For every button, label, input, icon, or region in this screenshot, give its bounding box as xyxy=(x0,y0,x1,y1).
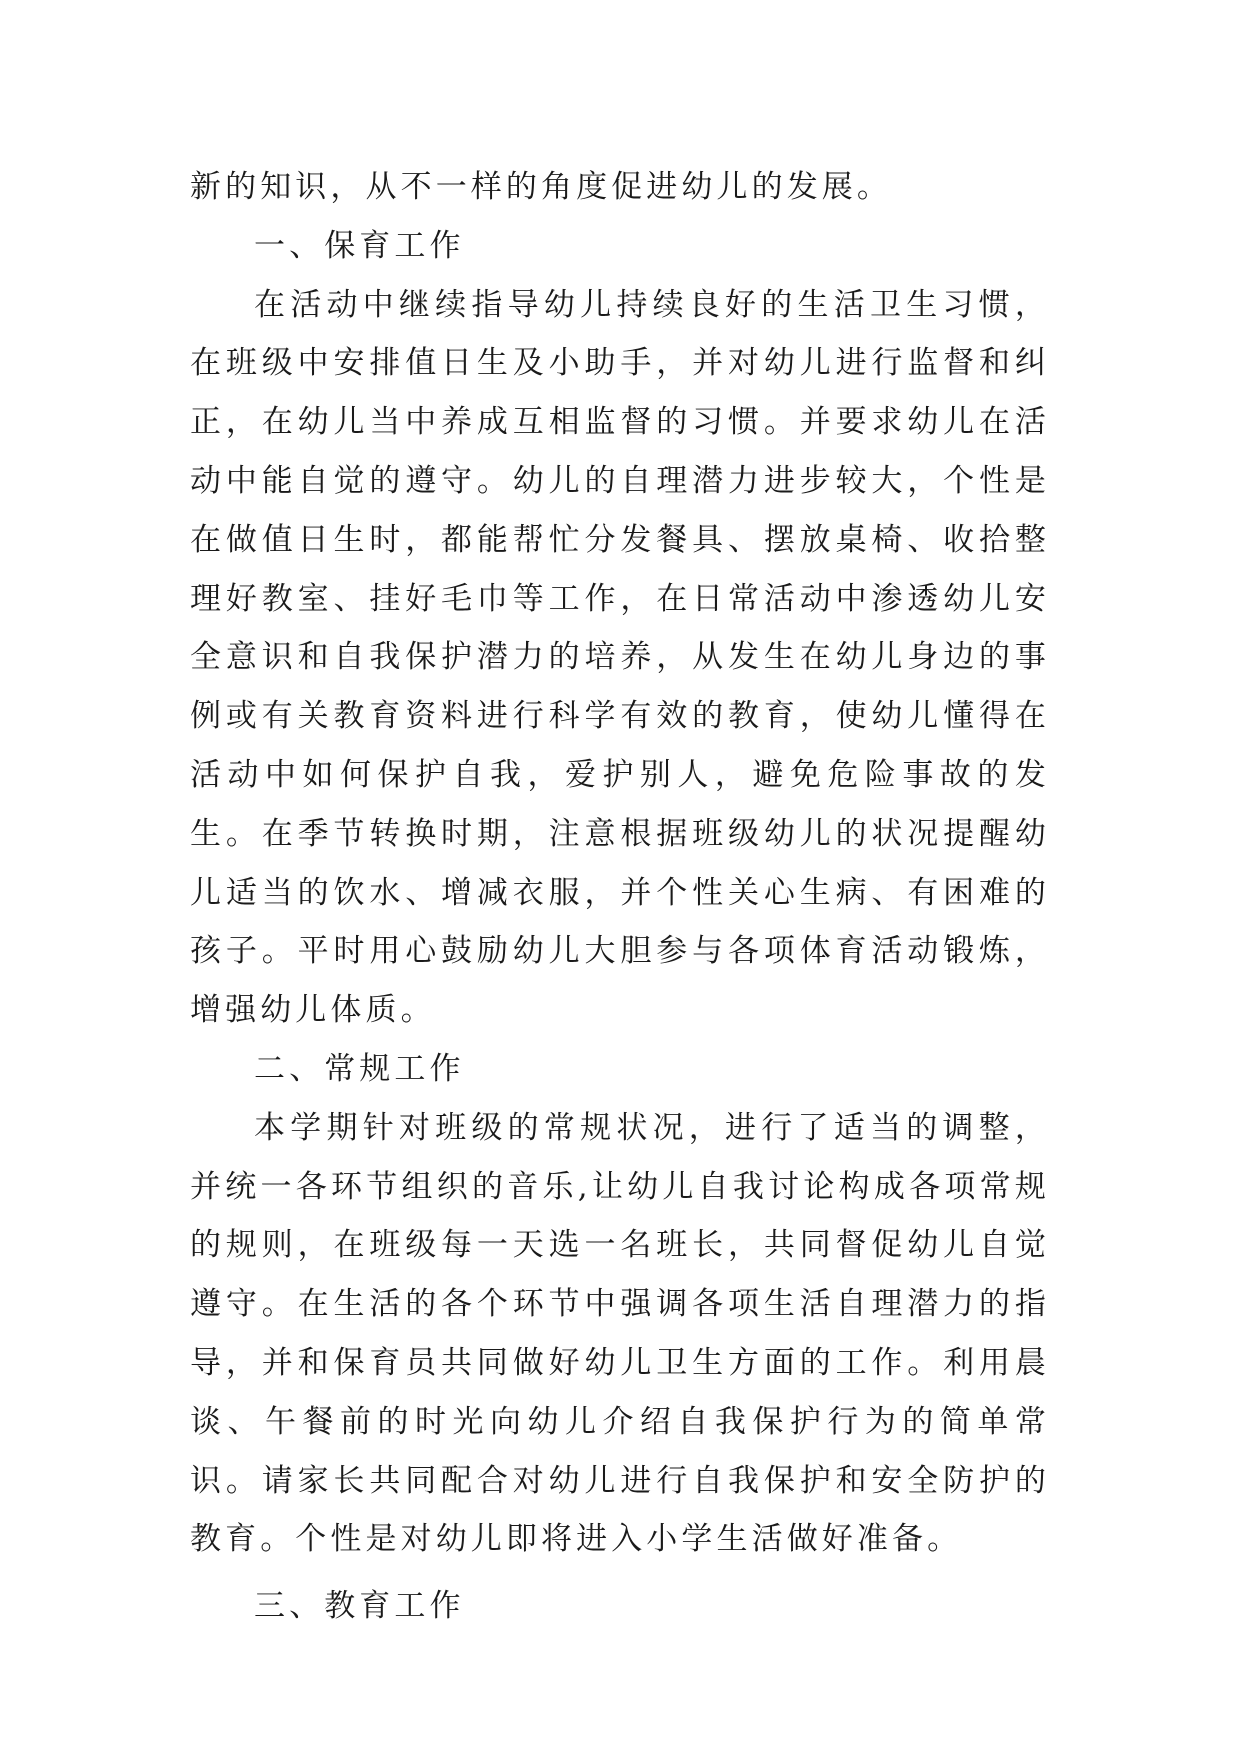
section-heading-education: 三、教育工作 xyxy=(254,1588,465,1625)
section-heading-routine: 二、常规工作 xyxy=(254,1050,465,1087)
paragraph-routine: 本学期针对班级的常规状况，进行了适当的调整，并统一各环节组织的音乐,让幼儿自我讨论构成各项常规的规则，在班级每一天选一名班长，共同督促幼儿自觉遵守。在生活的各个环节中强调各项生活自理潜力的指导，并和保育员共同做好幼儿卫生方面的工作。利用晨谈、午餐前的时光向幼儿介绍自我保护行为的简单常识。请家长共同配合对幼儿进行自我保护和安全防护的教育。个性是对幼儿即将进入小学生活做好准备。 xyxy=(190,1109,1050,1558)
paragraph-intro-continuation: 新的知识，从不一样的角度促进幼儿的发展。 xyxy=(190,169,892,205)
document-body xyxy=(190,158,1050,1636)
section-heading-childcare: 一、保育工作 xyxy=(254,227,465,264)
paragraph-childcare: 在活动中继续指导幼儿持续良好的生活卫生习惯，在班级中安排值日生及小助手，并对幼儿进行监督和纠正，在幼儿当中养成互相监督的习惯。并要求幼儿在活动中能自觉的遵守。幼儿的自理潜力进步较大，个性是在做值日生时，都能帮忙分发餐具、摆放桌椅、收拾整理好教室、挂好毛巾等工作，在日常活动中渗透幼儿安全意识和自我保护潜力的培养，从发生在幼儿身边的事例或有关教育资料进行科学有效的教育，使幼儿懂得在活动中如何保护自我，爱护别人，避免危险事故的发生。在季节转换时期，注意根据班级幼儿的状况提醒幼儿适当的饮水、增减衣服，并个性关心生病、有困难的孩子。平时用心鼓励幼儿大胆参与各项体育活动锻炼，增强幼儿体质。 xyxy=(190,286,1050,1029)
